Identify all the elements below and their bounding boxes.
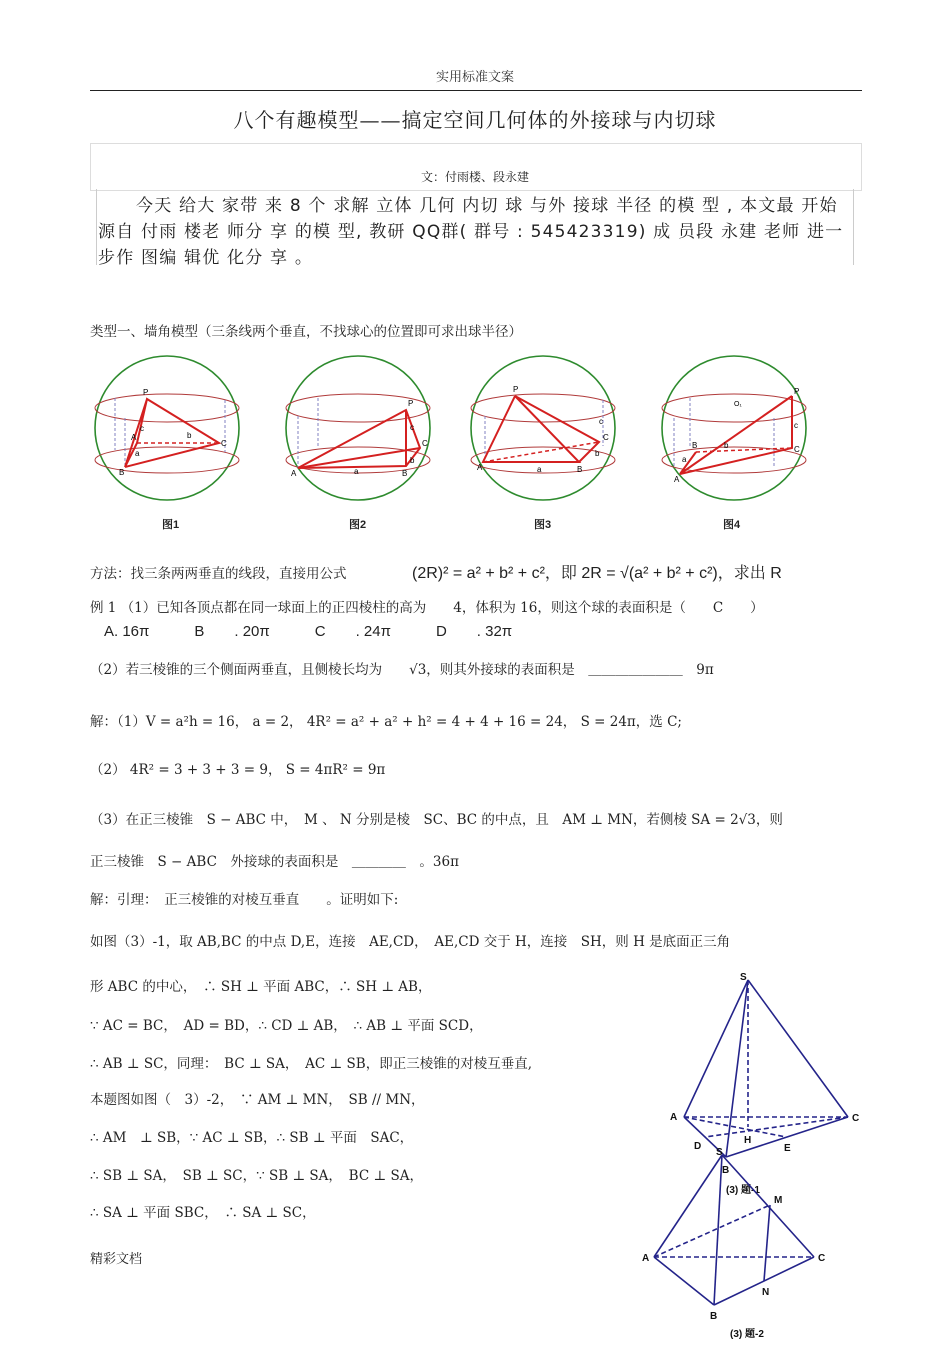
svg-text:C: C xyxy=(818,1253,826,1264)
page-header: 实用标准文案 xyxy=(435,70,514,85)
svg-text:A: A xyxy=(642,1253,650,1264)
svg-text:c: c xyxy=(410,423,414,432)
svg-text:C: C xyxy=(852,1113,860,1124)
proof-line-8: ∴ SA ⊥ 平面 SBC， ∴ SA ⊥ SC， xyxy=(90,1205,316,1221)
svg-text:E: E xyxy=(784,1143,791,1154)
svg-text:a: a xyxy=(135,449,140,458)
question3-line1: （3）在正三棱锥 S − ABC 中， M 、 N 分别是棱 SC、BC 的中点，且 AM ⊥ MN，若侧棱 SA = 2√3，则 xyxy=(90,812,783,828)
proof-line-4: ∴ AB ⊥ SC，同理： BC ⊥ SA， AC ⊥ SB，即正三棱锥的对棱互垂直, xyxy=(90,1056,532,1072)
authors: 文：付雨楼、段永建 xyxy=(420,170,529,184)
svg-text:A: A xyxy=(674,475,680,484)
svg-text:S: S xyxy=(740,972,747,983)
proof-line-2: 形 ABC 的中心， ∴ SH ⊥ 平面 ABC，∴ SH ⊥ AB， xyxy=(90,979,432,995)
figure-4 xyxy=(662,356,806,500)
svg-text:C: C xyxy=(603,433,609,442)
example1-options: A. 16π B . 20π C . 24π D . 32π xyxy=(104,623,513,640)
svg-text:B: B xyxy=(402,469,408,478)
svg-text:c: c xyxy=(599,417,603,426)
type-one-heading: 类型一、墙角模型（三条线两个垂直，不找球心的位置即可求出球半径） xyxy=(90,324,522,340)
solution-part2: （2） 4R² = 3 + 3 + 3 = 9， S = 4πR² = 9π xyxy=(90,762,386,778)
svg-text:B: B xyxy=(577,465,583,474)
document-title: 八个有趣模型——搞定空间几何体的外接球与内切球 xyxy=(233,108,717,132)
svg-text:P: P xyxy=(794,387,800,396)
diagram-1-caption: (3) 题-1 xyxy=(726,1185,760,1196)
svg-text:H: H xyxy=(744,1135,752,1146)
svg-text:D: D xyxy=(694,1141,702,1152)
svg-text:a: a xyxy=(537,465,542,474)
svg-text:P: P xyxy=(143,388,149,397)
method-text: 方法：找三条两两垂直的线段，直接用公式 xyxy=(90,566,347,582)
fig-caption-2: 图2 xyxy=(349,519,367,531)
lemma: 解：引理： 正三棱锥的对棱互垂直 。证明如下: xyxy=(90,892,399,908)
svg-text:b: b xyxy=(724,441,729,450)
svg-text:C: C xyxy=(221,439,227,448)
svg-text:O₁: O₁ xyxy=(734,401,742,408)
svg-text:B: B xyxy=(710,1311,718,1322)
method-formula: (2R)² = a² + b² + c²，即 2R = √(a² + b² + c²)，求出 R xyxy=(412,565,782,582)
solution-part1: 解：（1）V = a²h = 16， a = 2， 4R² = a² + a² + h² = 4 + 4 + 16 = 24， S = 24π，选 C; xyxy=(90,714,682,730)
svg-text:b: b xyxy=(595,449,600,458)
svg-text:b: b xyxy=(187,431,192,440)
sphere-figures xyxy=(90,352,850,532)
proof-line-5: 本题图如图（ 3）-2， ∵ AM ⊥ MN， SB // MN， xyxy=(90,1092,425,1108)
svg-text:P: P xyxy=(513,385,519,394)
svg-text:A: A xyxy=(670,1112,678,1123)
proof-line-3: ∵ AC = BC， AD = BD，∴ CD ⊥ AB， ∴ AB ⊥ 平面 SCD， xyxy=(90,1018,483,1034)
svg-text:M: M xyxy=(774,1195,783,1206)
pyramid-diagram-1 xyxy=(684,980,848,1157)
svg-text:A: A xyxy=(291,469,297,478)
svg-text:C: C xyxy=(422,439,428,448)
svg-text:N: N xyxy=(762,1287,770,1298)
example1-question1: 例 1 （1）已知各顶点都在同一球面上的正四棱柱的高为 4，体积为 16，则这个球的表面积是（ C ） xyxy=(90,600,764,616)
diagram-2-caption: (3) 题-2 xyxy=(730,1329,764,1340)
svg-text:A: A xyxy=(477,463,483,472)
fig-caption-4: 图4 xyxy=(723,519,741,531)
svg-text:c: c xyxy=(140,424,144,433)
header-rule xyxy=(90,90,862,91)
svg-text:c: c xyxy=(794,421,798,430)
figure-1 xyxy=(95,356,239,500)
pyramid-diagrams xyxy=(630,965,870,1345)
svg-text:B: B xyxy=(722,1165,730,1176)
svg-text:b: b xyxy=(410,456,415,465)
question3-line2: 正三棱锥 S − ABC 外接球的表面积是 ＿＿＿＿ 。36π xyxy=(90,854,459,870)
svg-text:A: A xyxy=(131,433,137,442)
svg-text:C: C xyxy=(794,445,800,454)
svg-text:S: S xyxy=(716,1147,723,1158)
svg-text:B: B xyxy=(119,468,125,477)
page-footer: 精彩文档 xyxy=(90,1252,143,1267)
fig-caption-1: 图1 xyxy=(162,519,180,531)
proof-line-7: ∴ SB ⊥ SA， SB ⊥ SC，∵ SB ⊥ SA， BC ⊥ SA， xyxy=(90,1168,423,1184)
svg-text:B: B xyxy=(692,441,698,450)
example1-question2: （2）若三棱锥的三个侧面两垂直，且侧棱长均为 √3，则其外接球的表面积是 ＿＿＿＿＿＿＿ 9π xyxy=(90,662,714,678)
proof-line-6: ∴ AM ⊥ SB，∵ AC ⊥ SB，∴ SB ⊥ 平面 SAC， xyxy=(90,1130,414,1146)
fig-caption-3: 图3 xyxy=(534,519,552,531)
svg-text:a: a xyxy=(354,467,359,476)
figure-2 xyxy=(286,356,430,500)
proof-line-1: 如图（3）-1，取 AB,BC 的中点 D,E，连接 AE,CD， AE,CD 交于 H，连接 SH，则 H 是底面正三角 xyxy=(90,934,731,950)
figure-3 xyxy=(471,356,615,500)
svg-text:a: a xyxy=(682,455,687,464)
pyramid-diagram-2 xyxy=(654,1155,814,1305)
svg-text:P: P xyxy=(408,399,414,408)
intro-paragraph: 今天 给大 家带 来 8 个 求解 立体 几何 内切 球 与外 接球 半径 的模 型 , 本文最 开始 源自 付雨 楼老 师分 享 的模 型, 教研 QQ群( 群号 : 545423319) 成 员段 永建 老师 进一 步作 图编 辑优 化分 享 。 xyxy=(98,196,844,268)
